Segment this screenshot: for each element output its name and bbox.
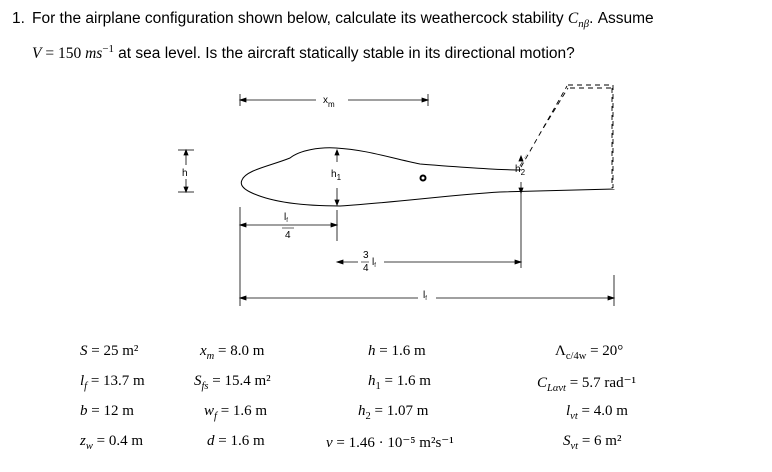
param-S: S = 25 m² <box>80 343 139 359</box>
velocity-unit: ms <box>85 45 103 63</box>
lf-three-quarter-lf: $l_f$ <box>372 257 376 269</box>
param-zw: $z_w = 0.4$ m <box>80 433 143 452</box>
param-h: h = 1.6 m <box>368 343 426 359</box>
velocity-symbol: V <box>32 45 42 63</box>
cn-beta-symbol: $C_{n\beta}$ <box>567 10 590 31</box>
lf-quarter-numerator: $l_f$ <box>284 212 288 224</box>
param-lf: $l_f = 13.7$ m <box>80 373 145 392</box>
h2-label: $h_2$ <box>515 164 526 177</box>
param-h1: $h_1 = 1.6$ m <box>368 373 431 392</box>
lf-dimension <box>240 241 614 306</box>
lf-quarter-denominator: 4 <box>285 230 291 241</box>
vertical-tail-outline <box>520 88 612 188</box>
param-xm: $x_m = 8.0$ m <box>200 343 265 362</box>
param-CLavt: $C_{L\alpha vt} = 5.7$ rad⁻¹ <box>537 375 636 394</box>
param-Svt: $S_{vt} = 6$ m² <box>563 433 622 452</box>
param-d: d = 1.6 m <box>207 433 265 449</box>
question-number: 1. <box>12 10 25 27</box>
param-wf: $w_f = 1.6$ m <box>204 403 268 422</box>
velocity-exponent: −1 <box>102 43 114 56</box>
param-b: b = 12 m <box>80 403 134 419</box>
param-sweep: $\Lambda_{c/4w} = 20^\circ$ <box>555 343 624 362</box>
lf-label: $l_f$ <box>423 290 427 302</box>
h1-label: $h_1$ <box>331 169 342 182</box>
question-line-2-text: at sea level. Is the aircraft statically stable in its directional motion? <box>113 45 575 63</box>
param-nu: v = 1.46 · 10⁻⁵ m²s⁻¹ <box>326 435 454 451</box>
param-h2: $h_2 = 1.07$ m <box>358 403 429 422</box>
cg-symbol <box>420 175 427 182</box>
velocity-value: = 150 <box>41 45 86 63</box>
question-line-1-end: . Assume <box>589 10 654 27</box>
h-label: h <box>182 168 188 179</box>
param-lvt: $l_{vt} = 4.0$ m <box>566 403 628 422</box>
lf-three-quarter-denominator: 4 <box>363 263 369 274</box>
question-line-1-text: For the airplane configuration shown below, calculate its weathercock stability <box>32 10 568 27</box>
param-Sfs: $S_{fs} = 15.4$ m² <box>194 373 271 392</box>
lf-three-quarter-numerator: 3 <box>363 250 369 261</box>
xm-label: $x_m$ <box>323 95 335 109</box>
